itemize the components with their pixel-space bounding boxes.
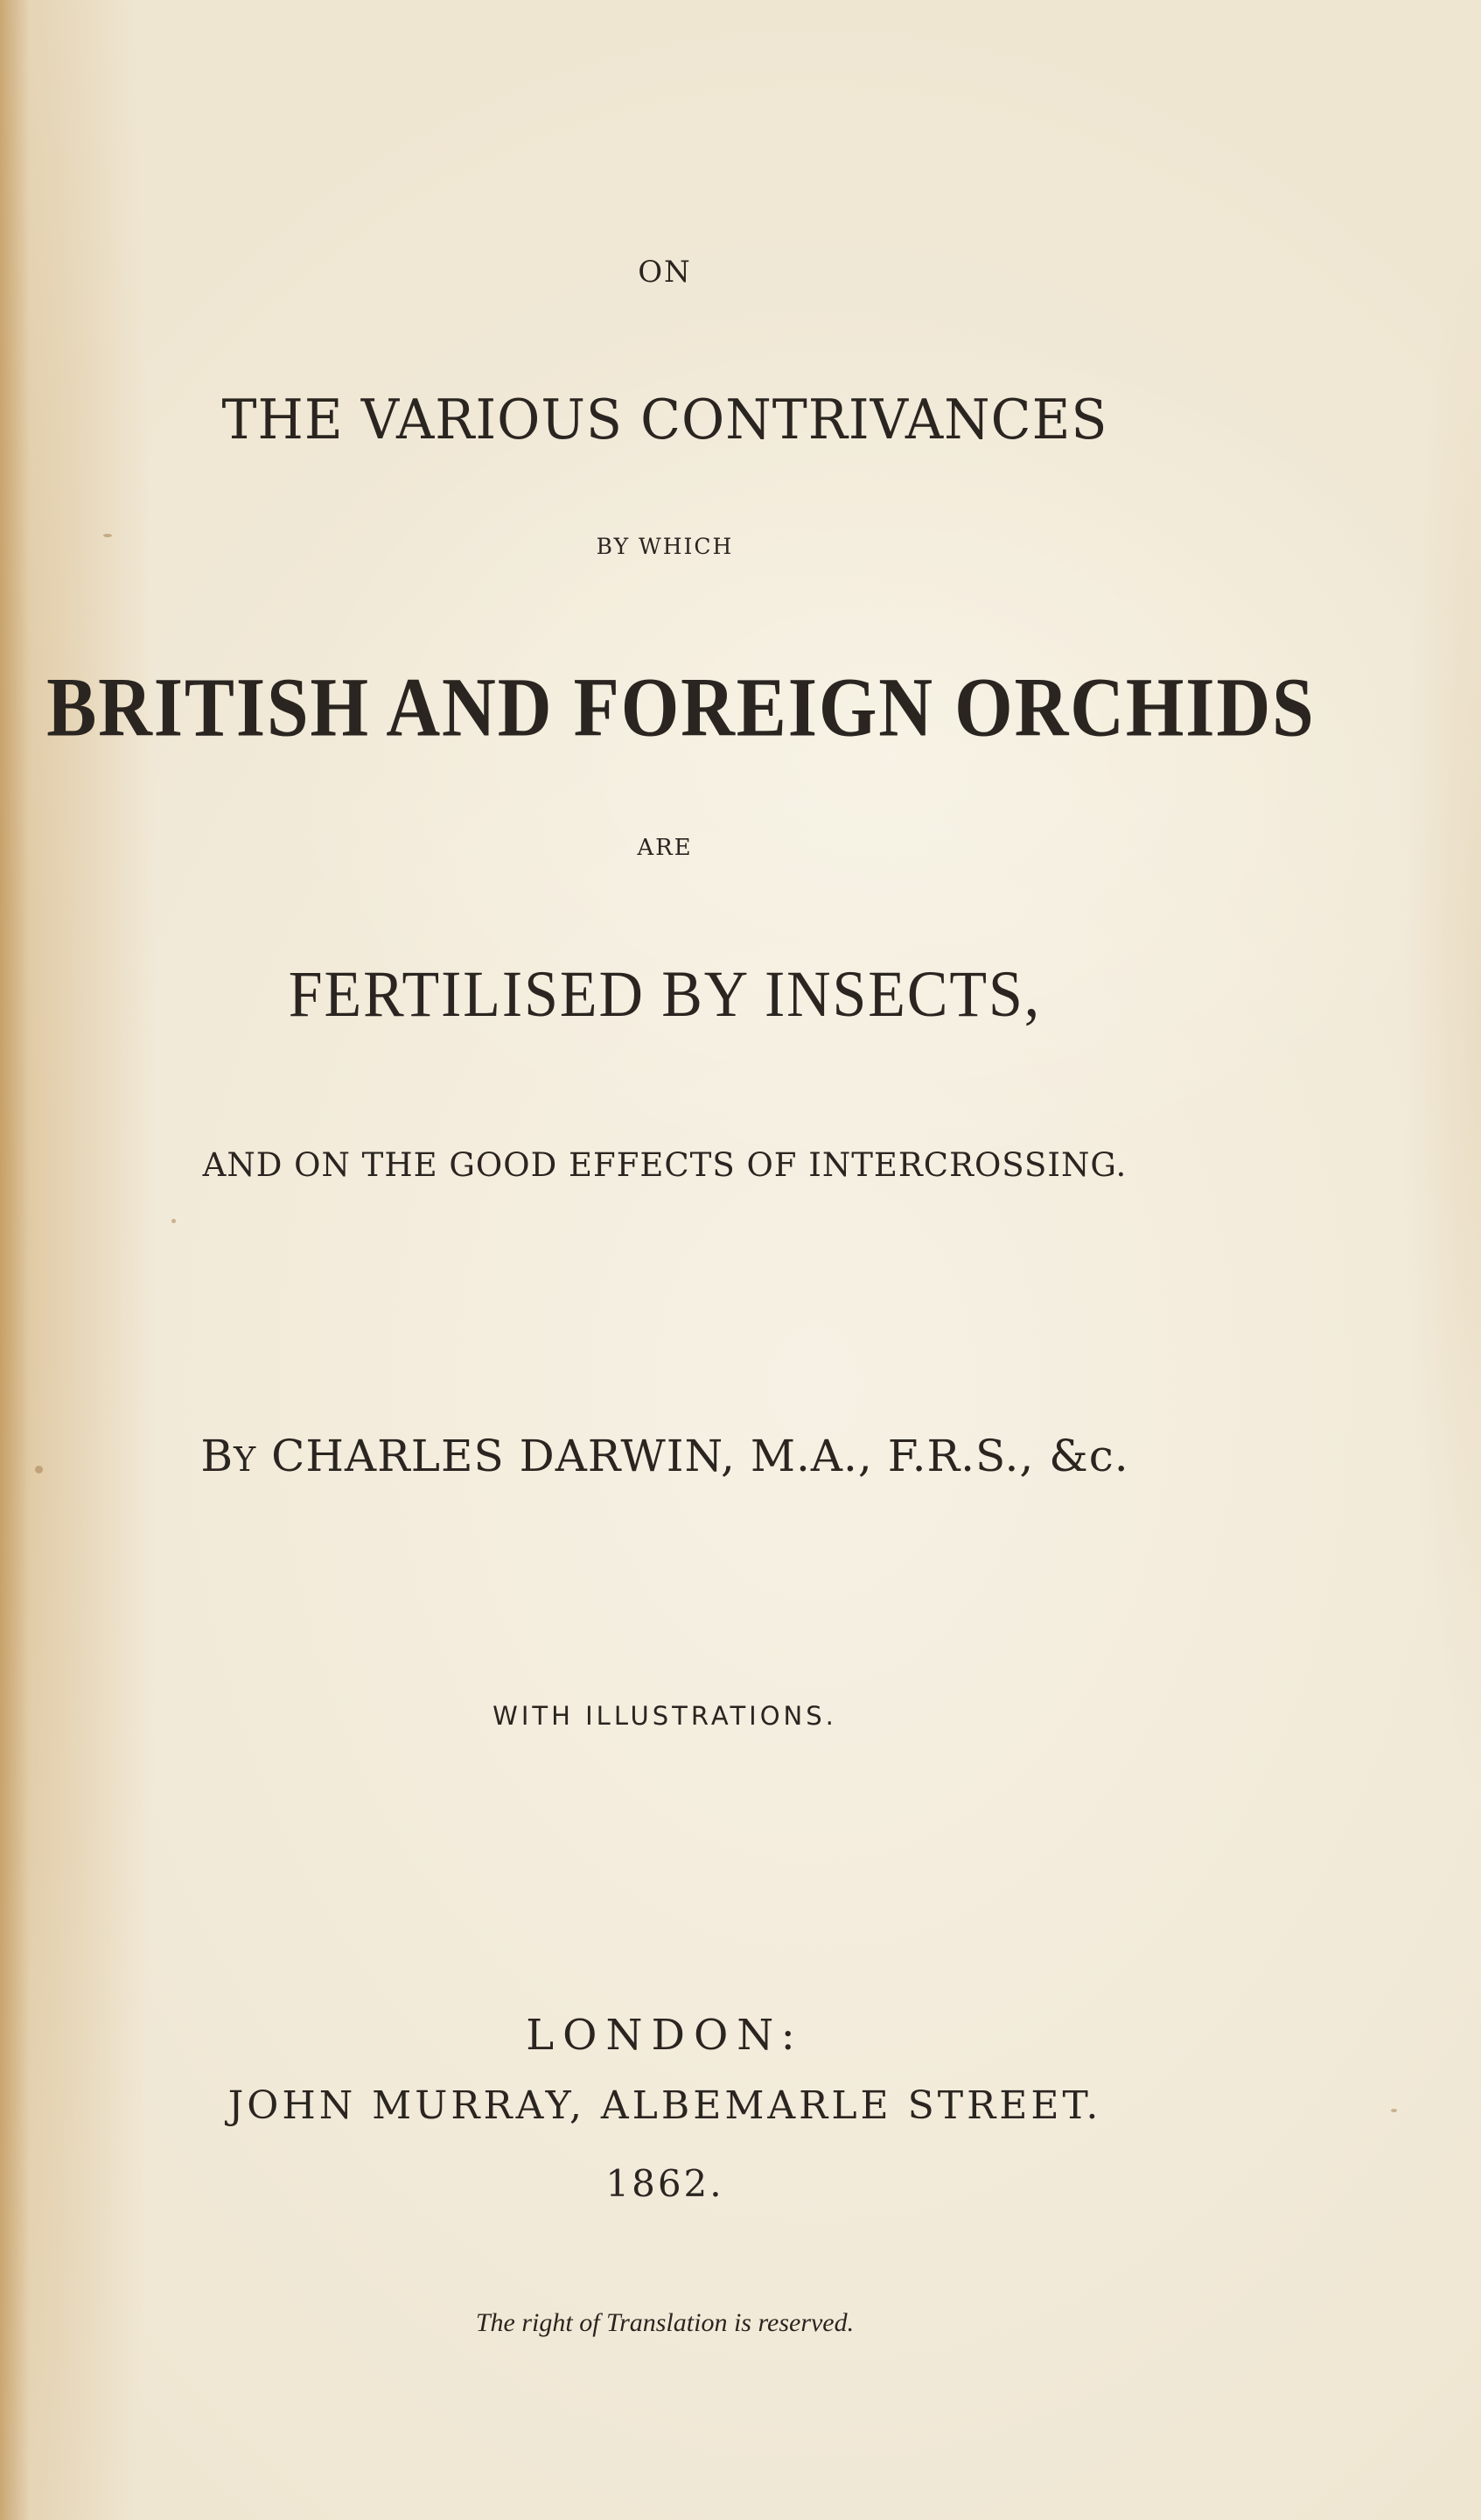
- main-title: BRITISH AND FOREIGN ORCHIDS: [46, 660, 1316, 754]
- title-fertilised-by-insects: FERTILISED BY INSECTS,: [288, 957, 1042, 1031]
- imprint-year: 1862.: [605, 2162, 724, 2205]
- foxing-spot: [171, 1219, 176, 1223]
- imprint-publisher: JOHN MURRAY, ALBEMARLE STREET.: [227, 2083, 1102, 2128]
- author-prefix-rest: Y: [234, 1440, 257, 1479]
- subtitle: AND ON THE GOOD EFFECTS OF INTERCROSSING.: [202, 1146, 1128, 1184]
- imprint-city: LONDON:: [526, 2011, 804, 2060]
- author-name: CHARLES DARWIN, M.A., F.R.S., &c.: [271, 1431, 1129, 1481]
- spine-stain: [0, 0, 30, 2520]
- foxing-spot: [35, 1466, 43, 1474]
- title-are: ARE: [637, 835, 693, 861]
- title-various-contrivances: THE VARIOUS CONTRIVANCES: [221, 388, 1108, 452]
- title-by-which: BY WHICH: [596, 534, 734, 559]
- foxing-spot: [1391, 2109, 1397, 2112]
- illustrations-note: WITH ILLUSTRATIONS.: [493, 1701, 837, 1731]
- title-on: ON: [638, 255, 692, 290]
- rights-notice: The right of Translation is reserved.: [475, 2308, 855, 2337]
- author-line: [166, 1431, 1163, 1481]
- author-prefix-initial: B: [200, 1431, 234, 1481]
